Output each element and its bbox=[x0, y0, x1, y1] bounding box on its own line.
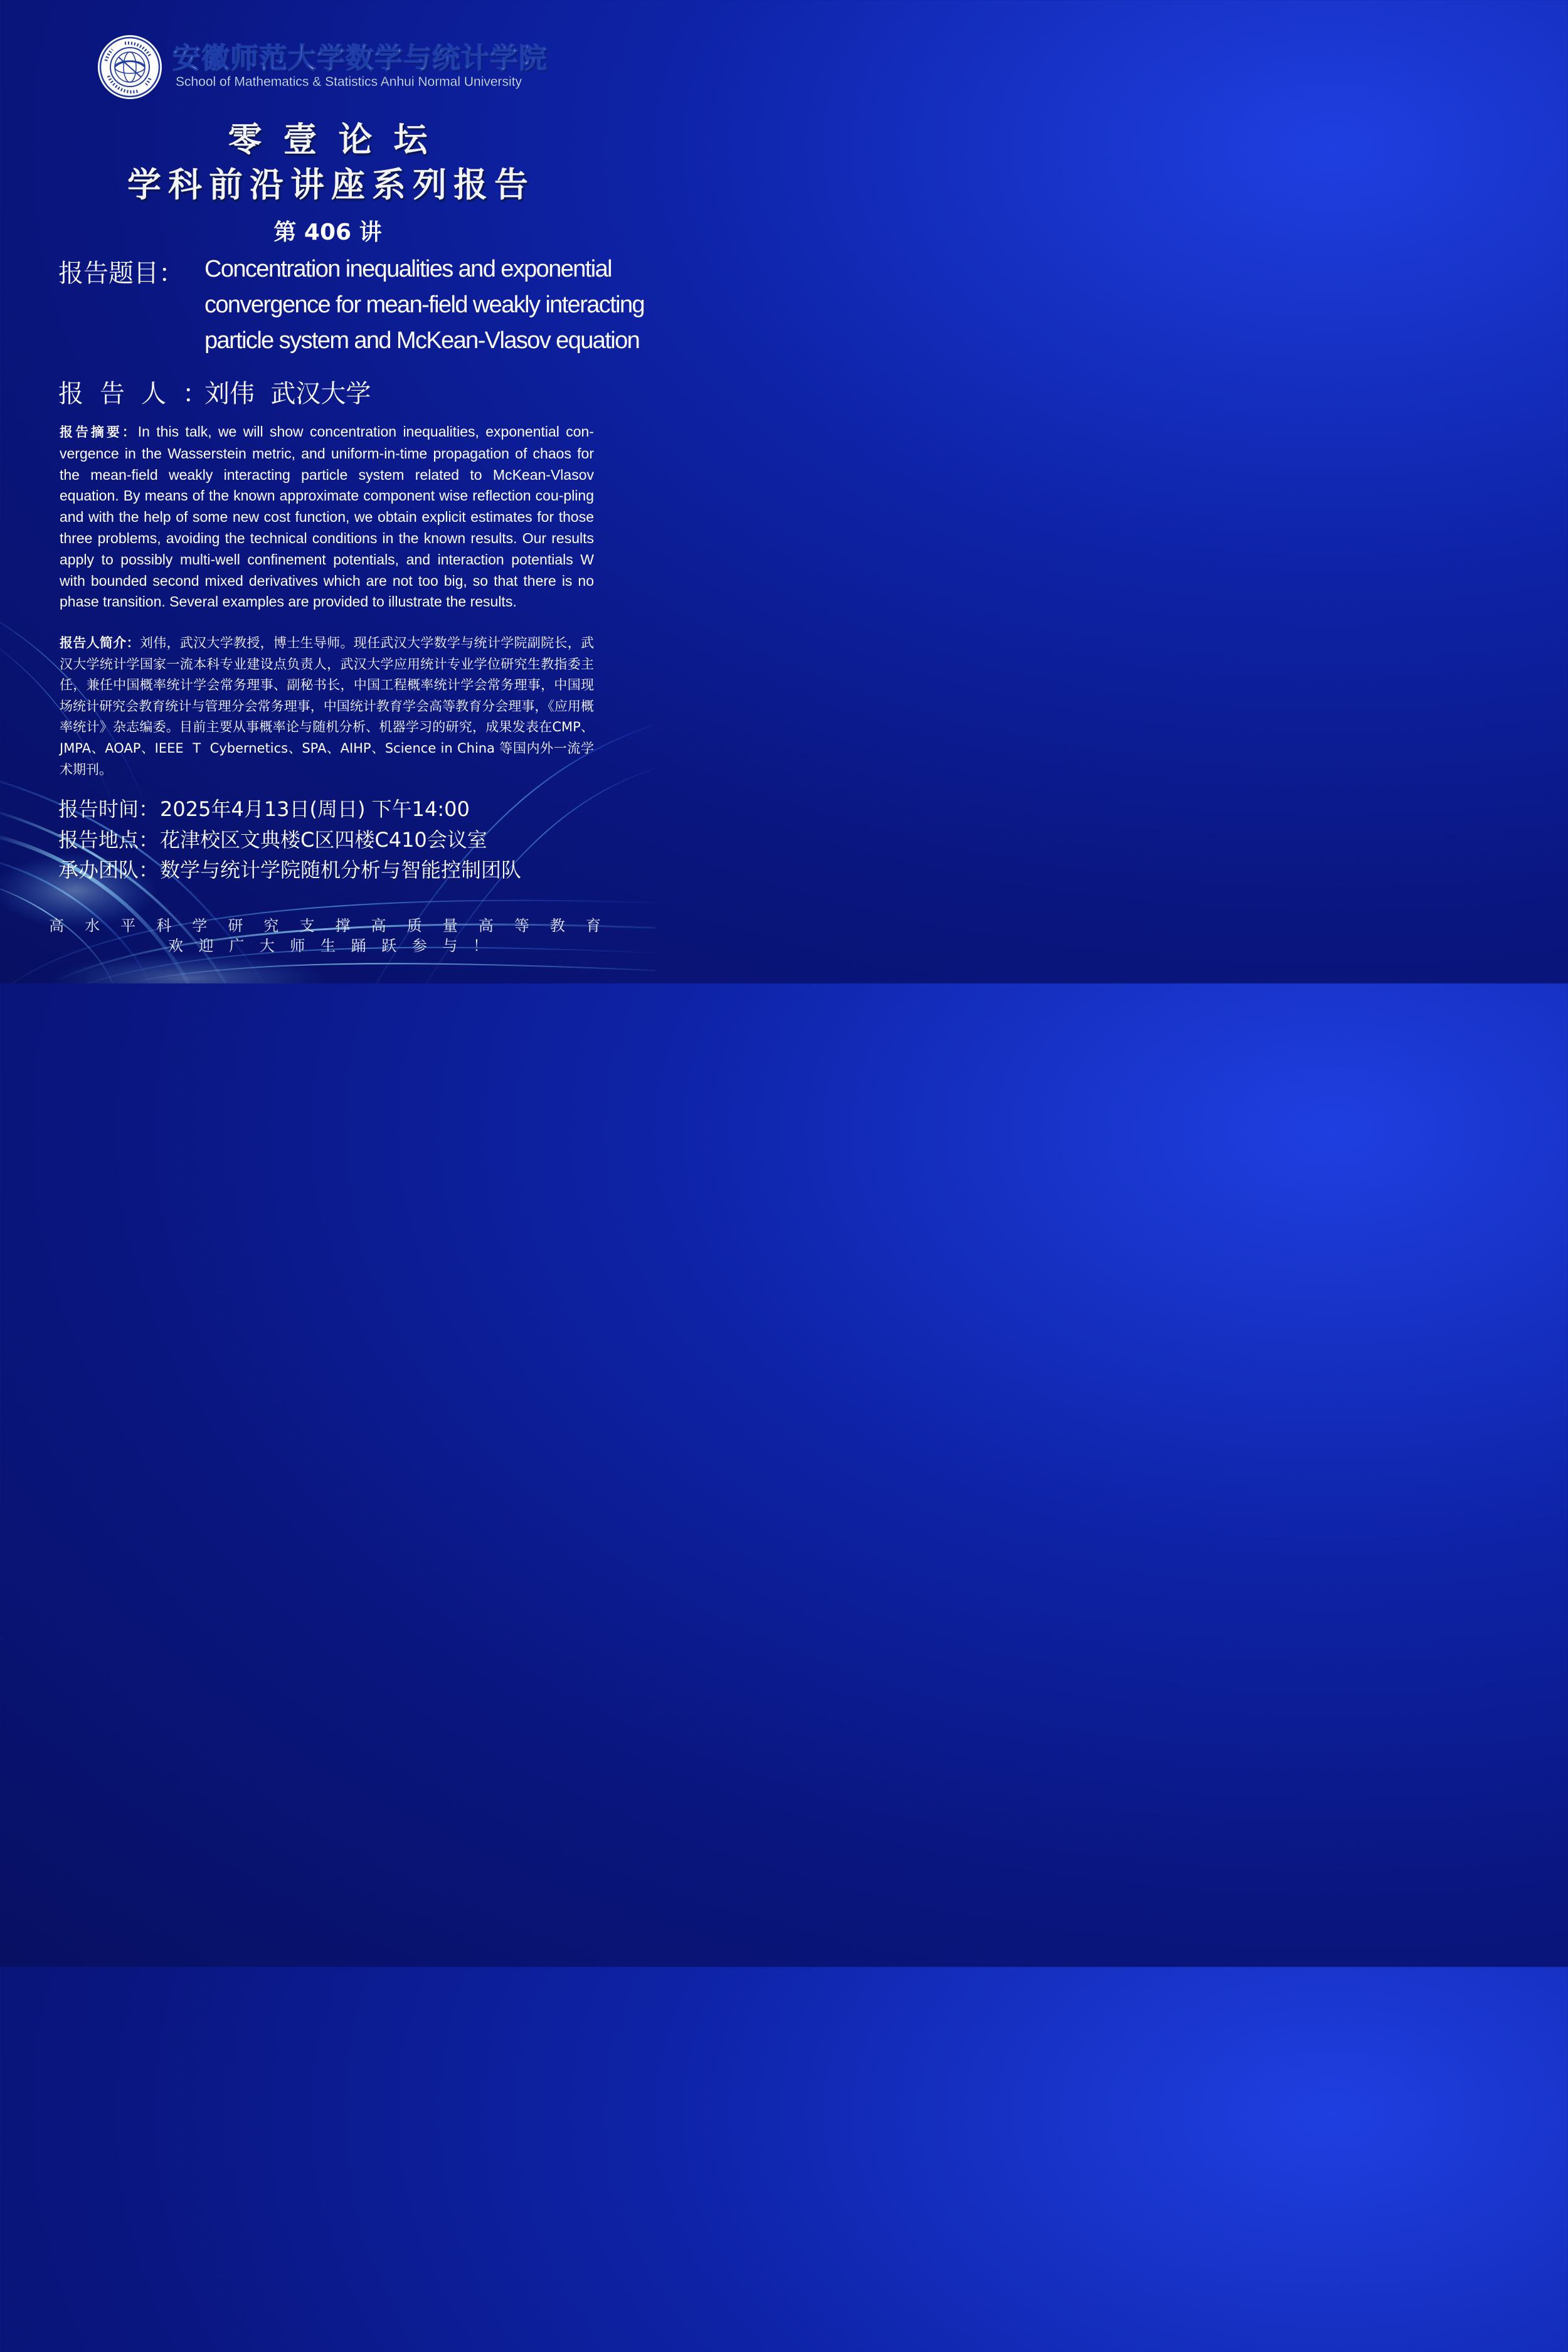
school-name-english: School of Mathematics & Statistics Anhui Normal University bbox=[176, 75, 522, 89]
speaker-label: 报告人： bbox=[58, 379, 224, 408]
topic-line: particle system and McKean-Vlasov equation bbox=[204, 327, 640, 354]
topic-line: convergence for mean-field weakly interacting bbox=[204, 292, 645, 318]
slogan-char: 科 bbox=[156, 917, 172, 935]
forum-title: 零壹论坛 bbox=[228, 119, 449, 159]
slogan-char: 水 bbox=[85, 917, 100, 935]
topic-label: 报告题目： bbox=[58, 259, 184, 288]
abstract-paragraph bbox=[60, 421, 594, 613]
topic-title bbox=[204, 252, 645, 359]
slogan-char: 踊 bbox=[351, 937, 366, 955]
slogan-char: 欢 bbox=[168, 937, 183, 955]
time-value: 2025年4月13日(周日) 下午14:00 bbox=[160, 797, 470, 821]
place-label: 报告地点： bbox=[58, 828, 159, 852]
slogan-char: 师 bbox=[290, 937, 305, 955]
abstract-text: In this talk, we will show concentration inequalities, exponential con-vergence in the Wasserstein metric, and uniform-in-time propagation of chaos for the mean-field weakly interacting particle system related to McKean-Vlasov equation. By means of the known approximate component wise reflection cou-pling and with the help of some new cost function, we obtain explicit estimates for those three problems, avoiding the technical conditions in the known results. Our results apply to possibly multi-well confinement potentials, and interaction potentials W with bounded second mixed derivatives which are not too big, so that there is no phase transition. Several examples are provided to illustrate the results. bbox=[60, 423, 594, 610]
slogan-line-2 bbox=[168, 933, 488, 955]
time-row bbox=[58, 793, 470, 822]
slogan-char: 等 bbox=[514, 917, 529, 935]
slogan-char: 育 bbox=[585, 917, 601, 935]
slogan-char: 高 bbox=[478, 917, 494, 935]
lecture-number: 第 406 讲 bbox=[273, 220, 382, 245]
place-row bbox=[58, 824, 487, 853]
slogan-line-1 bbox=[49, 913, 601, 935]
team-row bbox=[58, 854, 521, 883]
slogan-char: 学 bbox=[192, 917, 208, 935]
slogan-char: 教 bbox=[549, 917, 565, 935]
school-name-chinese: 安徽师范大学数学与统计学院 bbox=[172, 41, 548, 75]
series-title: 学科前沿讲座系列报告 bbox=[127, 164, 535, 204]
slogan-char: 撑 bbox=[335, 917, 351, 935]
bio-label: 报告人简介： bbox=[60, 635, 140, 650]
place-value: 花津校区文典楼C区四楼C410会议室 bbox=[160, 828, 487, 852]
slogan-char: 迎 bbox=[198, 937, 214, 955]
slogan-char: 平 bbox=[120, 917, 136, 935]
slogan-char: 参 bbox=[411, 937, 427, 955]
slogan-char: 究 bbox=[263, 917, 279, 935]
bio-text: 刘伟，武汉大学教授，博士生导师。现任武汉大学数学与统计学院副院长，武汉大学统计学国家一流本科专业建设点负责人，武汉大学应用统计专业学位研究生教指委主任，兼任中国概率统计学会常务理事、副秘书长，中国工程概率统计学会常务理事，中国现场统计研究会教育统计与管理分会常务理事，中国统计教育学会高等教育分会理事，《应用概率统计》杂志编委。目前主要从事概率论与随机分析、机器学习的研究，成果发表在CMP、JMPA、AOAP、IEEE T Cybernetics、SPA、AIHP、Science in China 等国内外一流学术期刊。 bbox=[60, 635, 595, 777]
slogan-char: 高 bbox=[49, 917, 64, 935]
slogan-char: 跃 bbox=[381, 937, 397, 955]
speaker-bio-paragraph bbox=[60, 633, 594, 780]
slogan-char: 高 bbox=[371, 917, 386, 935]
slogan-char: 大 bbox=[259, 937, 275, 955]
speaker-name: 刘伟 武汉大学 bbox=[204, 379, 371, 408]
team-value: 数学与统计学院随机分析与智能控制团队 bbox=[160, 858, 522, 882]
slogan-char: 研 bbox=[228, 917, 243, 935]
slogan-char: 与 bbox=[442, 937, 458, 955]
school-logo-icon bbox=[97, 34, 162, 100]
slogan-char: 支 bbox=[299, 917, 315, 935]
slogan-char: 质 bbox=[406, 917, 422, 935]
time-label: 报告时间： bbox=[58, 797, 159, 821]
abstract-label: 报告摘要： bbox=[60, 425, 138, 440]
slogan-char: 广 bbox=[229, 937, 245, 955]
slogan-char: 量 bbox=[442, 917, 458, 935]
topic-line: Concentration inequalities and exponential bbox=[204, 256, 612, 282]
slogan-char: 生 bbox=[320, 937, 336, 955]
team-label: 承办团队： bbox=[58, 858, 159, 882]
slogan-char: ！ bbox=[472, 937, 488, 955]
